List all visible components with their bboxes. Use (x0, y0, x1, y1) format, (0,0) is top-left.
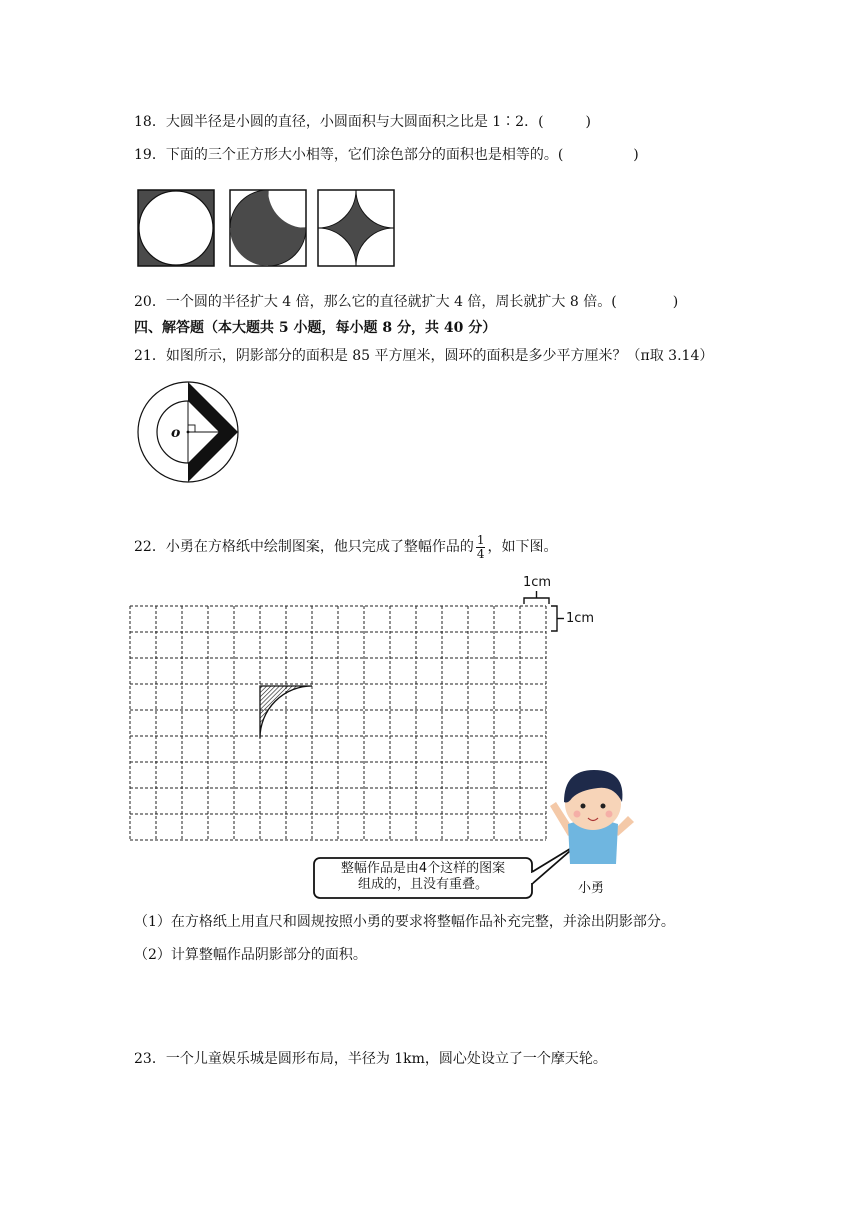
unit-label-top: 1cm (523, 575, 552, 590)
question-22-part-1: （1）在方格纸上用直尺和圆规按照小勇的要求将整幅作品补充完整，并涂出阴影部分。 (134, 914, 675, 930)
character-name-label: 小勇 (578, 881, 605, 896)
q21-ring-figure (134, 380, 242, 484)
dashed-grid (130, 606, 546, 840)
question-22 (134, 532, 557, 562)
character-xiaoyong (550, 770, 634, 864)
square-2-quarter-circles (230, 190, 306, 266)
unit-label-right: 1cm (566, 611, 595, 626)
square-3-star (318, 190, 394, 266)
question-18: 18．大圆半径是小圆的直径，小圆面积与大圆面积之比是 1∶2．( ) (134, 114, 592, 130)
fraction-denominator: 4 (476, 546, 485, 561)
unit-bracket-top (524, 598, 549, 604)
q22-text-after: ，如下图。 (487, 539, 558, 555)
question-20: 20．一个圆的半径扩大 4 倍，那么它的直径就扩大 4 倍，周长就扩大 8 倍。( ) (134, 294, 679, 310)
bubble-line-2: 组成的，且没有重叠。 (357, 877, 488, 892)
q19-squares-figure (134, 186, 396, 268)
bubble-line-1: 整幅作品是由4个这样的图案 (340, 861, 506, 876)
question-23: 23．一个儿童娱乐城是圆形布局，半径为 1km，圆心处设立了一个摩天轮。 (134, 1051, 607, 1067)
section-4-heading: 四、解答题（本大题共 5 小题，每小题 8 分，共 40 分） (134, 320, 497, 336)
square-1-inscribed-circle (138, 190, 214, 266)
question-22-part-2: （2）计算整幅作品阴影部分的面积。 (134, 947, 367, 963)
speech-bubble-text (316, 861, 530, 893)
q22-text-before: 22．小勇在方格纸中绘制图案，他只完成了整幅作品的 (134, 539, 474, 555)
question-21: 21．如图所示，阴影部分的面积是 85 平方厘米，圆环的面积是多少平方厘米？（π取 3.14） (134, 348, 714, 364)
fraction-numerator: 1 (476, 532, 485, 547)
question-19: 19．下面的三个正方形大小相等，它们涂色部分的面积也是相等的。( ) (134, 147, 639, 163)
unit-bracket-right (551, 606, 557, 631)
fraction-one-quarter (476, 534, 486, 561)
center-o-label: o (171, 425, 181, 441)
